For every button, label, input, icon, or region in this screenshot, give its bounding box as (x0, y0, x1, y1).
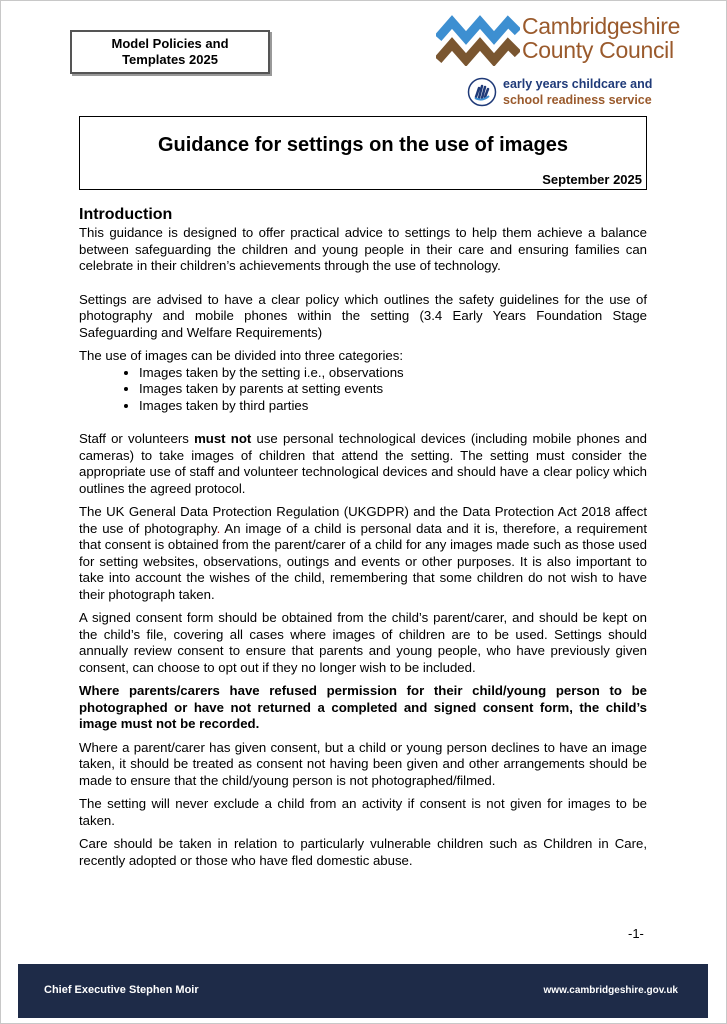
paragraph-2: Settings are advised to have a clear policy which outlines the safety guidelines for the use of photography and mobile phones within the setting (3.4 Early Years Foundation Stage Safeguarding and Welfare Requirements) (79, 291, 647, 340)
service-name (503, 76, 652, 108)
council-name (522, 14, 680, 62)
policy-tag-box (70, 30, 270, 74)
paragraph-10: Care should be taken in relation to particularly vulnerable children such as Children in Care, recently adopted or those who have fled domestic abuse. (79, 836, 647, 868)
service-logo (467, 76, 667, 110)
must-not-emphasis: must not (194, 431, 252, 446)
paragraph-5-end: An image of a child is personal data and it is, therefore, a requirement that consent is obtained from the parent/carer of a child for any images made such as those used for setting websites, observations, outings and events or other purposes. It is also important to take into account the wishes of the child, remembering that some children do not wish to have their photograph taken. (79, 520, 648, 602)
categories-list (79, 365, 647, 415)
intro-heading: Introduction (79, 206, 173, 223)
paragraph-5 (79, 504, 647, 603)
red-period: . (216, 520, 221, 536)
paragraph-4-end: use personal technological devices (including mobile phones and cameras) to take images of children that attend the setting. The setting must consider the appropriate use of staff and volunteer technological devices and should have a clear policy which outlines the agreed protocol. (79, 431, 647, 496)
paragraph-4-start: Staff or volunteers (79, 431, 195, 446)
paragraph-8: Where a parent/carer has given consent, but a child or young person declines to have an image taken, it should be treated as consent not having been given and other arrangements should be made to ensure that the child/young person is not photographed/filmed. (79, 739, 647, 788)
document-body (79, 205, 647, 869)
council-name-line-1: Cambridgeshire (522, 13, 681, 39)
page-number: -1- (628, 926, 644, 941)
council-name-line-2: County Council (522, 37, 674, 63)
paragraph-3: The use of images can be divided into three categories: (79, 348, 404, 363)
paragraph-4 (79, 431, 647, 497)
paragraph-9: The setting will never exclude a child from an activity if consent is not given for images to be taken. (79, 796, 647, 828)
document-date: September 2025 (542, 172, 642, 187)
document-title: Guidance for settings on the use of images (157, 134, 569, 156)
tag-line-2: Templates 2025 (122, 52, 218, 67)
paragraph-6: A signed consent form should be obtained from the child’s parent/carer, and should be kept on the child’s file, covering all cases where images of children are to be used. Settings should annually review consent to ensure that parents and young people, who have previously given consent, can choose to opt out if they no longer wish to be included. (79, 610, 647, 675)
paragraph-1: This guidance is designed to offer practical advice to settings to help them achieve a balance between safeguarding the children and young people in their care and ensuring families can celebrate in their children’s achievements through the use of technology. (79, 225, 647, 273)
service-name-line-2: school readiness service (503, 93, 652, 107)
tag-line-1: Model Policies and (111, 36, 229, 51)
council-logo (436, 13, 681, 66)
zigzag-logo-icon (436, 14, 520, 66)
hand-circle-icon (467, 77, 497, 107)
list-item: • Images taken by parents at setting events (139, 381, 647, 398)
footer-website-link[interactable]: www.cambridgeshire.gov.uk (543, 985, 678, 996)
list-item: • Images taken by the setting i.e., observations (139, 365, 647, 382)
footer-bar (18, 964, 708, 1018)
paragraph-7-bold: Where parents/carers have refused permission for their child/young person to be photographed or have not returned a completed and signed consent form, the child’s image must not be recorded. (79, 683, 647, 731)
service-name-line-1: early years childcare and (503, 77, 653, 91)
list-item: • Images taken by third parties (139, 398, 647, 415)
title-box (79, 116, 647, 190)
footer-chief-executive: Chief Executive Stephen Moir (44, 984, 199, 996)
paragraph-5-start: The UK General Data Protection Regulation (UKGDPR) and the Data Protection Act 2018 affect the use of photography (79, 504, 647, 536)
